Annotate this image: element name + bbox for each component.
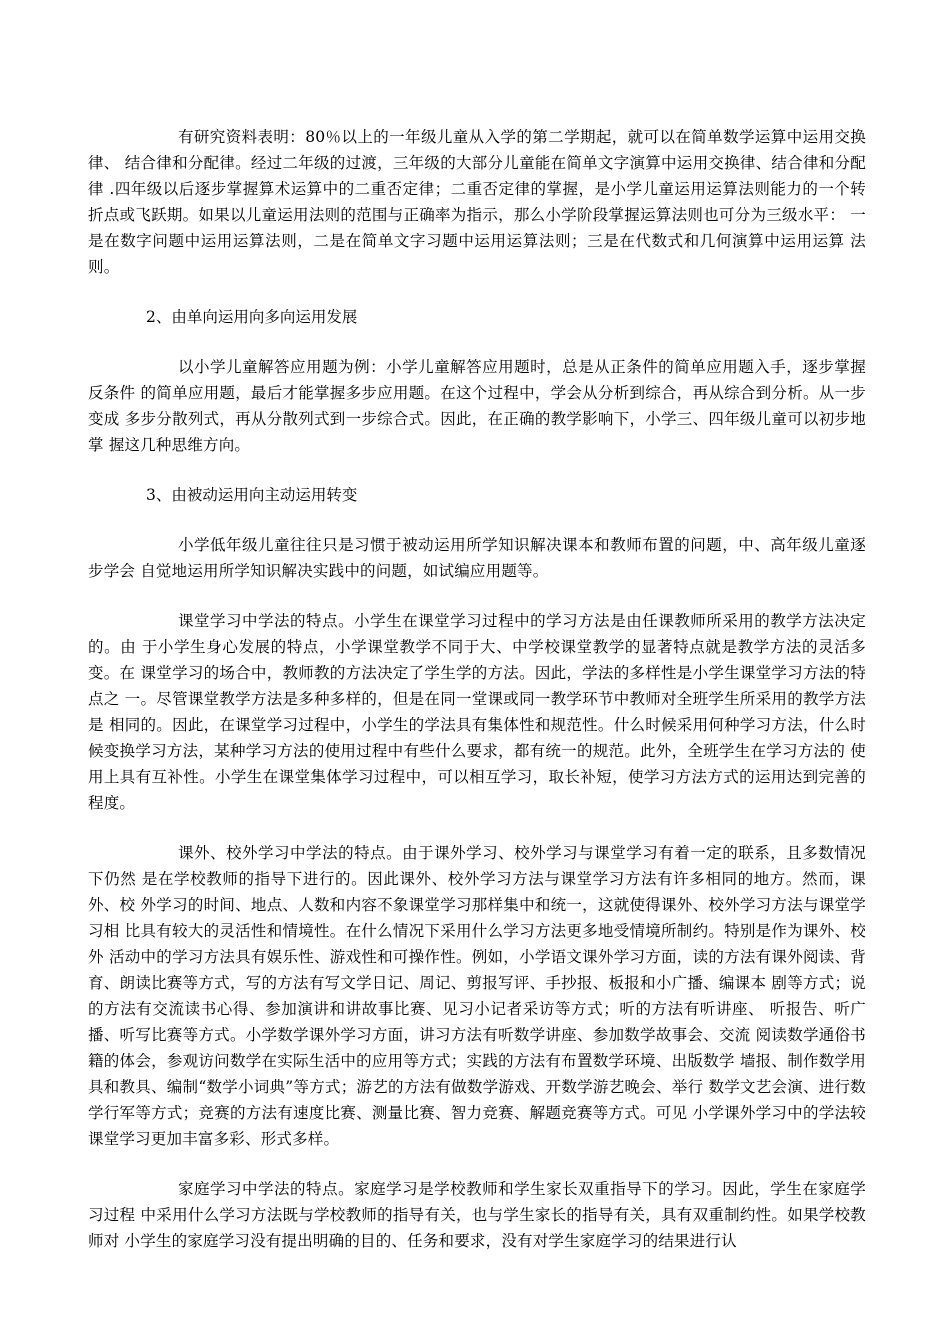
paragraph-operation-laws: 有研究资料表明：80％以上的一年级儿童从入学的第二学期起，就可以在简单数学运算中运用交换律、 结合律和分配律。经过二年级的过渡，三年级的大部分儿童能在简单文字演算中运用交换律、结合律和分配律 .四年级以后逐步掌握算术运算中的二重否定律；二重否定律的掌握，是小学儿童运用运算法则能力的一个转 折点或飞跃期。如果以儿童运用法则的范围与正确率为指示，那么小学阶段掌握运算法则也可分为三级水平： 一是在数字问题中运用运算法则，二是在简单文字习题中运用运算法则；三是在代数式和几何演算中运用运算 法则。 xyxy=(88,128,866,276)
section-heading-3: 3、由被动运用向主动运用转变 xyxy=(146,486,358,504)
paragraph-home-learning: 家庭学习中学法的特点。家庭学习是学校教师和学生家长双重指导下的学习。因此，学生在家庭学习过程 中采用什么学习方法既与学校教师的指导有关，也与学生家长的指导有关，具有双重制约性。如果学校教师对 小学生的家庭学习没有提出明确的目的、任务和要求，没有对学生家庭学习的结果进行认 xyxy=(88,1180,866,1250)
section-heading-2: 2、由单向运用向多向运用发展 xyxy=(146,308,358,326)
paragraph-word-problems: 以小学儿童解答应用题为例：小学儿童解答应用题时，总是从正条件的简单应用题入手，逐步掌握反条件 的简单应用题，最后才能掌握多步应用题。在这个过程中，学会从分析到综合，再从综合到分析。从一步变成 多步分散列式，再从分散列式到一步综合式。因此，在正确的教学影响下，小学三、四年级儿童可以初步地掌 握这几种思维方向。 xyxy=(88,358,866,454)
paragraph-extracurricular-learning: 课外、校外学习中学法的特点。由于课外学习、校外学习与课堂学习有着一定的联系，且多数情况下仍然 是在学校教师的指导下进行的。因此课外、校外学习方法与课堂学习方法有许多相同的地方。然而，课外、校 外学习的时间、地点、人数和内容不象课堂学习那样集中和统一，这就使得课外、校外学习方法与课堂学习相 比具有较大的灵活性和情境性。在什么情况下采用什么学习方法更多地受情境所制约。特别是作为课外、校外 活动中的学习方法具有娱乐性、游戏性和可操作性。例如，小学语文课外学习方面，读的方法有课外阅读、背 育、朗读比赛等方式，写的方法有写文学日记、周记、剪报写评、手抄报、板报和小广播、编课本 剧等方式；说的方法有交流读书心得、参加演讲和讲故事比赛、见习小记者采访等方式；听的方法有听讲座、 听报告、听广播、听写比赛等方式。小学数学课外学习方面，讲习方法有听数学讲座、参加数学故事会、交流 阅读数学通俗书籍的体会，参观访问数学在实际生活中的应用等方式；实践的方法有布置数学环境、出版数学 墙报、制作数学用具和教具、编制“数学小词典”等方式；游艺的方法有做数学游戏、开数学游艺晚会、举行 数学文艺会演、进行数学行军等方式；竞赛的方法有速度比赛、测量比赛、智力竞赛、解题竞赛等方式。可见 小学课外学习中的学法较课堂学习更加丰富多彩、形式多样。 xyxy=(88,844,866,1148)
document-page xyxy=(88,124,866,1278)
paragraph-active-use: 小学低年级儿童往往只是习惯于被动运用所学知识解决课本和教师布置的问题，中、高年级儿童逐步学会 自觉地运用所学知识解决实践中的问题，如试编应用题等。 xyxy=(88,536,866,580)
paragraph-classroom-learning: 课堂学习中学法的特点。小学生在课堂学习过程中的学习方法是由任课教师所采用的教学方法决定的。由 于小学生身心发展的特点，小学课堂教学不同于大、中学校课堂教学的显著特点就是教学方法的灵活多变。在 课堂学习的场合中，教师教的方法决定了学生学的方法。因此，学法的多样性是小学生课堂学习方法的特点之 一。尽管课堂教学方法是多种多样的，但是在同一堂课或同一教学环节中教师对全班学生所采用的教学方法是 相同的。因此，在课堂学习过程中，小学生的学法具有集体性和规范性。什么时候采用何种学习方法，什么时 候变换学习方法，某种学习方法的使用过程中有些什么要求，都有统一的规范。此外，全班学生在学习方法的 使用上具有互补性。小学生在课堂集体学习过程中，可以相互学习，取长补短，使学习方法方式的运用达到完善的程度。 xyxy=(88,612,866,812)
